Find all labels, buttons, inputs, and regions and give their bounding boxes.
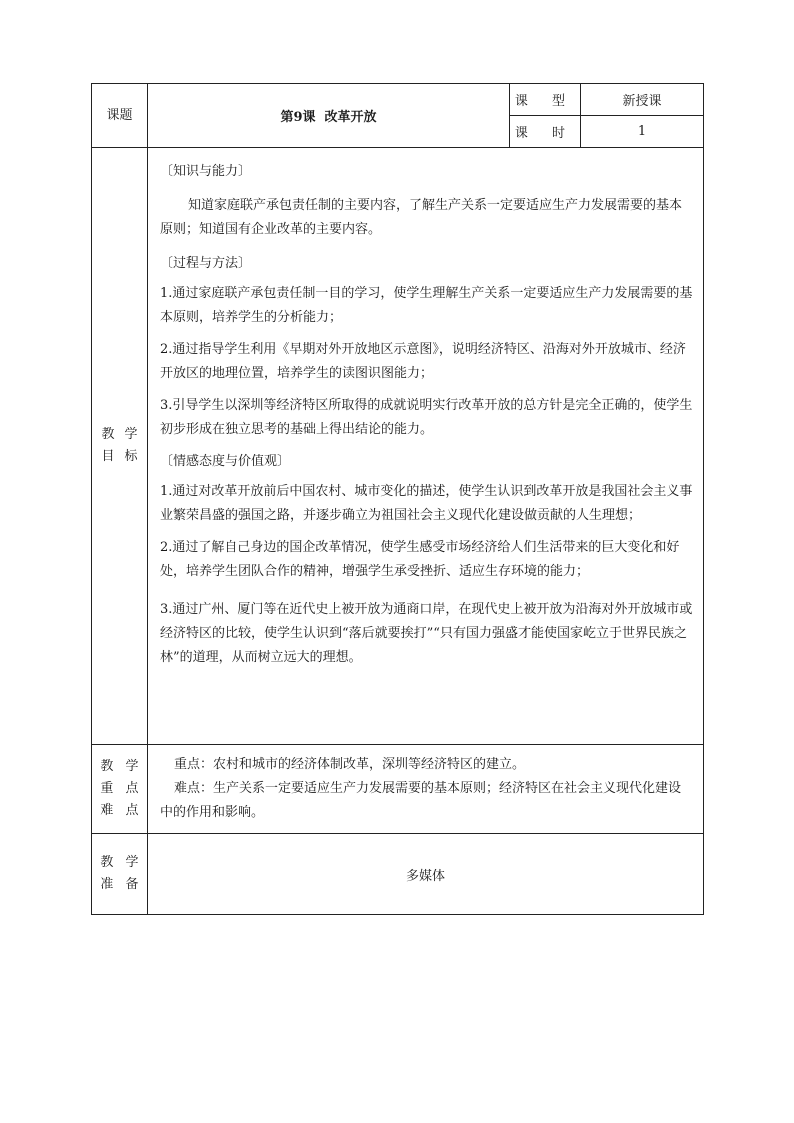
values-item: 2.通过了解自己身边的国企改革情况，使学生感受市场经济给人们生活带来的巨大变化和好处，培养学生团队合作的精神，增强学生承受挫折、适应生存环境的能力； [160,540,680,579]
objectives-content-cell [148,148,704,745]
topic-label: 课题 [106,107,133,123]
lesson-type-value: 新授课 [622,94,662,109]
lesson-hours-label-cell [510,116,581,148]
preparation-content-cell [148,834,704,915]
knowledge-heading: 〔知识与能力〕 [160,164,252,179]
lesson-hours-value-cell [581,116,704,148]
values-item: 1.通过对改革开放前后中国农村、城市变化的描述，使学生认识到改革开放是我国社会主义事业繁荣昌盛的强国之路，并逐步确立为祖国社会主义现代化建设做贡献的人生理想； [160,484,693,523]
lesson-title: 第9课 改革开放 [280,110,377,125]
lesson-title-cell [148,84,510,148]
lesson-hours-value: 1 [637,124,647,139]
process-item: 3.引导学生以深圳等经济特区所取得的成就说明实行改革开放的总方针是完全正确的，使学生初步形成在独立思考的基础上得出结论的能力。 [160,398,693,437]
process-item: 1.通过家庭联产承包责任制一目的学习，使学生理解生产关系一定要适应生产力发展需要的基本原则，培养学生的分析能力； [160,286,693,325]
key-points-label-line2: 重 点 [100,781,143,796]
lesson-type-label-cell [510,84,581,116]
objectives-label-line1: 教学 [101,427,148,442]
process-item: 2.通过指导学生利用《早期对外开放地区示意图》，说明经济特区、沿海对外开放城市、经济开放区的地理位置，培养学生的读图识图能力； [160,342,686,381]
key-points-label-line1: 教 学 [100,759,143,774]
difficulty-text: 难点：生产关系一定要适应生产力发展需要的基本原则；经济特区在社会主义现代化建设中的作用和影响。 [160,781,682,820]
preparation-label-line1: 教 学 [100,855,143,870]
lesson-type-label: 课 型 [514,94,576,109]
objectives-label-line2: 目标 [101,449,148,464]
key-points-label-line3: 难 点 [100,803,143,818]
preparation-label-line2: 准 备 [100,877,143,892]
key-point-text: 重点：农村和城市的经济体制改革，深圳等经济特区的建立。 [174,757,526,772]
topic-label-cell [92,84,148,148]
process-heading: 〔过程与方法〕 [160,256,252,271]
preparation-value: 多媒体 [405,868,445,884]
lesson-plan-table [91,83,704,915]
key-points-content-cell [148,745,704,834]
values-heading: 〔情感态度与价值观〕 [160,454,291,469]
knowledge-text: 知道家庭联产承包责任制的主要内容，了解生产关系一定要适应生产力发展需要的基本原则；知道国有企业改革的主要内容。 [160,198,683,237]
lesson-type-value-cell [581,84,704,116]
lesson-hours-label: 课 时 [514,126,576,141]
key-points-label-cell [92,745,148,834]
objectives-label-cell [92,148,148,745]
preparation-label-cell [92,834,148,915]
values-item: 3.通过广州、厦门等在近代史上被开放为通商口岸，在现代史上被开放为沿海对外开放城市或经济特区的比较，使学生认识到“落后就要挨打”“只有国力强盛才能使国家屹立于世界民族之林”的道理，从而树立远大的理想。 [160,602,693,665]
